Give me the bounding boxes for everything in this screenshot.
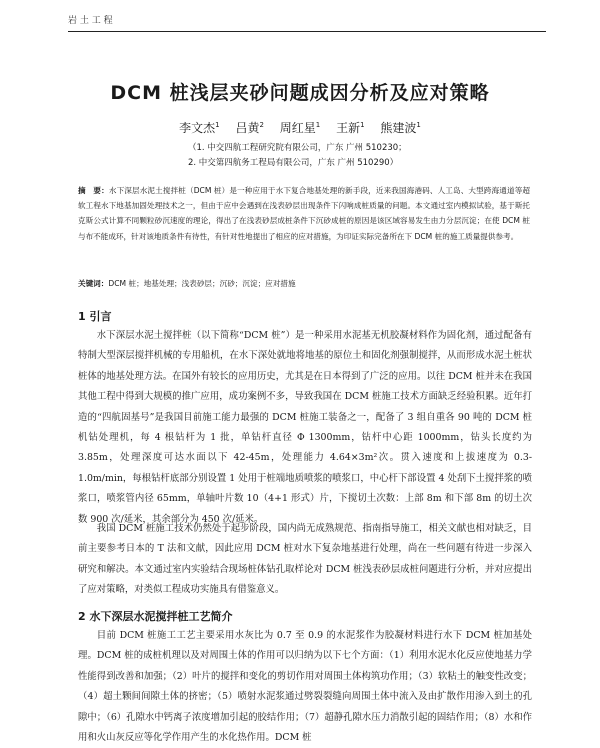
affiliation: 2. 中交第四航务工程局有限公司，广东 广州 510290） <box>188 158 399 168</box>
body-paragraph: 水下深层水泥土搅拌桩（以下简称“DCM 桩”）是一种采用水泥基无机胶凝材料作为固化剂，通过配备有特制大型深层搅拌机械的专用船机，在水下深处就地将地基的原位土和固化剂强制搅拌，从而形成水泥土桩状桩体的地基处理方法。在国外有较长的应用历史，尤其是在日本得到了广泛的应用。以往 DCM 桩并未在我国其他工程中得到大规模的推广应用，成功案例不多，导致我国在 DCM 桩施工技术方面缺乏经验积累。近年打造的“四航固基号”是我国目前施工能力最强的 DCM 桩施工装备之一，配备了 3 组自重各 90 吨的 DCM 桩机钻处理机，每 4 根钻杆为 1 批，单钻杆直径 Φ 1300mm，钻杆中心距 1000mm，钻头长度约为 3.85m，处理深度可达水面以下 42-45m，处理能力 4.64×3m²次。贯入速度和上拔速度为 0.3-1.0m/min，每根钻杆底部分别设置 1 处用于桩端地质喷浆的喷浆口，中心杆下部设置 4 处刮下土搅拌浆的喷浆口，喷浆管内径 65mm，单轴叶片数 10（4+1 形式）片，下搅切土次数：上部 8m 和下部 8m 的切土次数 900 次/延米，其余部分为 450 次/延米。 <box>78 330 532 525</box>
author: 吕黄$^2$ <box>235 121 264 135</box>
author: 王新$^1$ <box>336 121 365 135</box>
keywords <box>78 278 530 289</box>
section-heading: 2 水下深层水泥搅拌桩工艺简介 <box>78 610 233 623</box>
body-paragraph: 我国 DCM 桩施工技术仍然处于起步阶段，国内尚无成熟规范、指南指导施工，相关文献也相对缺乏，目前主要参考日本的 T 法和文献，因此应用 DCM 桩对水下复杂地基进行处理，尚在一些问题有待进一步深入研究和解决。本文通过室内实验结合现场桩体钻孔取样论对 DCM 桩浅表砂层成桩问题进行分析，并对应提出了应对策略，对类似工程成功实施具有借鉴意义。 <box>78 523 532 596</box>
keywords-text: DCM 桩；地基处理；浅表砂层；沉砂；沉淀；应对措施 <box>108 279 296 288</box>
affiliation: （1. 中交四航工程研究院有限公司，广东 广州 510230； <box>188 143 407 153</box>
header-rule <box>68 31 546 32</box>
author-list <box>0 119 600 136</box>
abstract-label: 摘 要： <box>78 186 109 195</box>
abstract-text: 水下深层水泥土搅拌桩（DCM 桩）是一种应用于水下复合地基处理的新手段，近来我国海港码、人工岛、大型跨海通道等超软工程水下地基加固处理技术之一，但由于应中会遇到在浅表砂层出现条件下闪响成桩质量的问题。本文通过室内模拟试验，基于斯托克斯公式计算不同颗粒砂沉速度的理论，得出了在浅表砂层成桩条件下沉砂成桩的原因是该区域容易发生由力分层沉淀；在使 DCM 桩与布不能成环，针对该地质条件有待性，有针对性地提出了相应的应对措施，为印证实际完备所在下 DCM 桩的施工质量提供参考。 <box>78 186 531 241</box>
author: 李文杰$^1$ <box>179 121 220 135</box>
section-heading: 1 引言 <box>78 310 112 323</box>
abstract <box>78 183 530 244</box>
author: 周红星$^1$ <box>279 121 321 135</box>
running-head: 岩 土 工 程 <box>68 16 113 26</box>
keywords-label: 关键词： <box>78 279 109 288</box>
body-paragraph: 目前 DCM 桩施工工艺主要采用水灰比为 0.7 至 0.9 的水泥浆作为胶凝材料进行水下 DCM 桩加基处理。DCM 桩的成桩机理以及对周围土体的作用可以归纳为以下七个方面：（1）利用水泥水化反应使地基力学性能得到改善和加强；（2）叶片的搅拌和变化的剪切作用对周围土体构筑功作用；（3）软粘土的触变性改变；（4）超土颗间间隙土体的挤密；（5）喷射水泥浆通过劈裂裂缝向周围土体中流入及由扩散作用渗入到土的孔隙中；（6）孔隙水中钙离子浓度增加引起的胶结作用；（7）超静孔隙水压力消散引起的固结作用；（8）水和作用和火山灰反应等化学作用产生的水化热作用。DCM 桩 <box>78 630 532 744</box>
author: 熊建波$^1$ <box>380 121 421 135</box>
paper-title: DCM 桩浅层夹砂问题成因分析及应对策略 <box>110 82 490 104</box>
